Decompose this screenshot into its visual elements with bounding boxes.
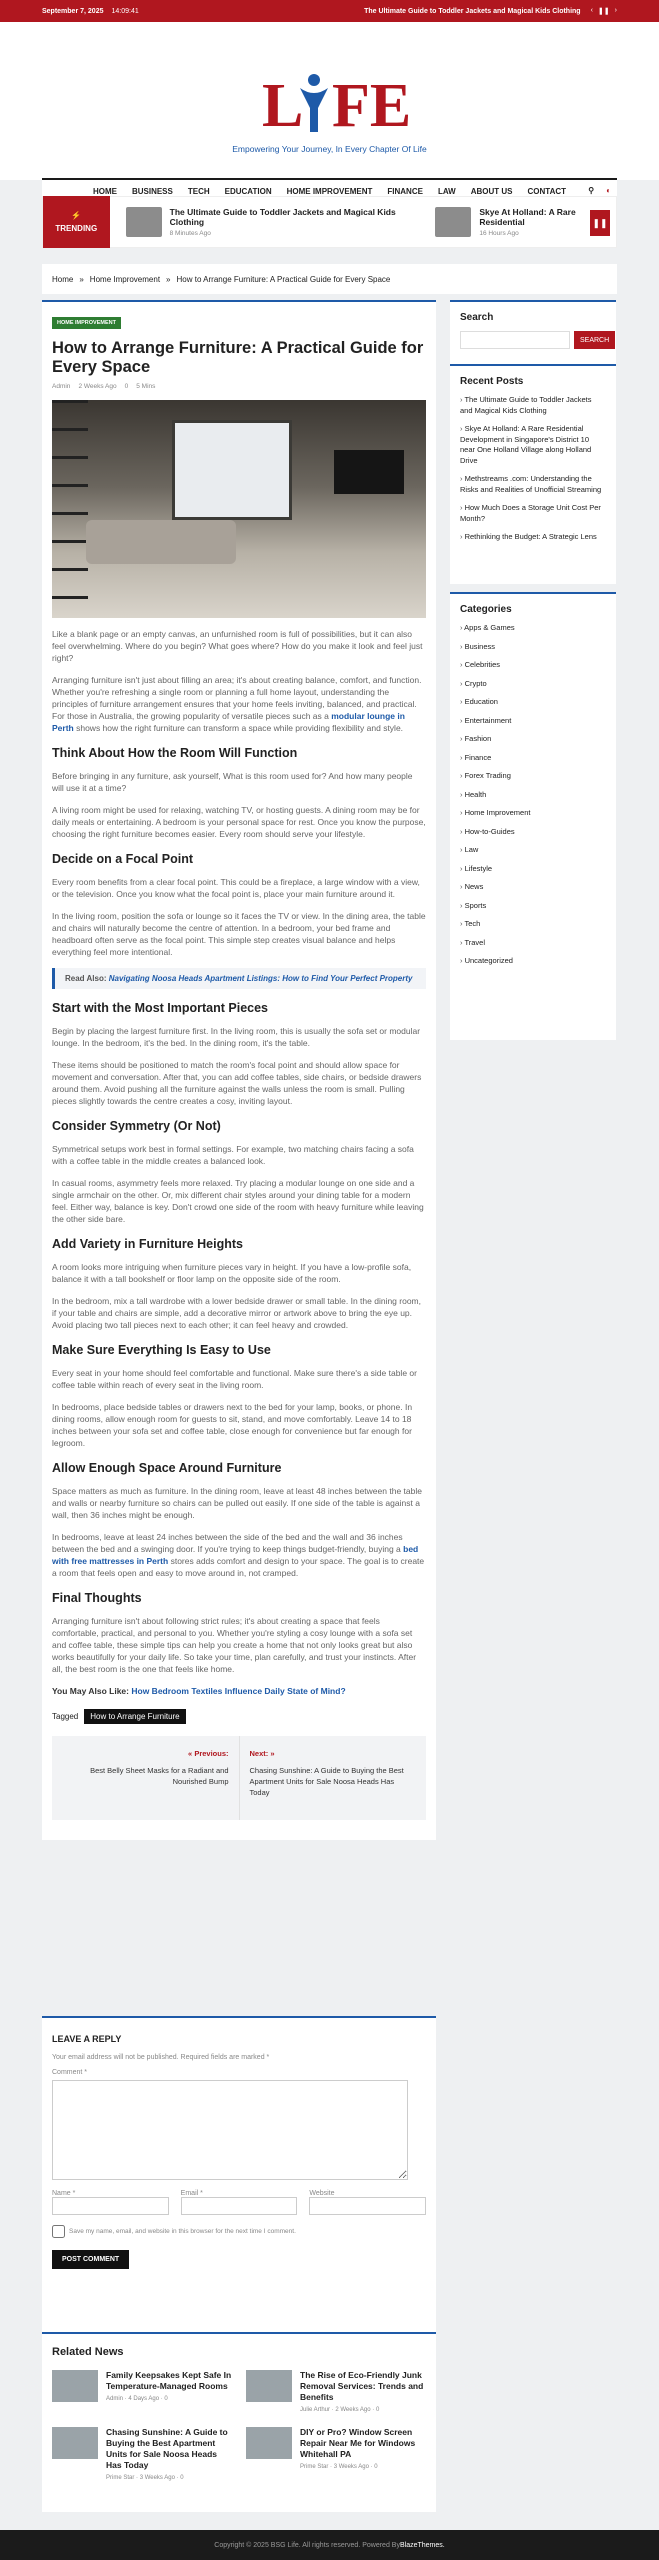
article-title: How to Arrange Furniture: A Practical Guide for Every Space — [52, 339, 424, 376]
section-heading: Think About How the Room Will Function — [52, 746, 298, 760]
category-link[interactable]: › Entertainment — [460, 716, 606, 727]
svg-text:L: L — [262, 72, 306, 140]
bolt-icon: ⚡ — [71, 211, 82, 220]
category-badge[interactable]: HOME IMPROVEMENT — [52, 317, 121, 329]
recent-post-link[interactable]: › Methstreams .com: Understanding the Risks and Realities of Unofficial Streaming — [460, 474, 606, 495]
next-post[interactable]: Next: » Chasing Sunshine: A Guide to Buying the Best Apartment Units for Sale Noosa Heads Has Today — [249, 1749, 404, 1797]
read-also-link[interactable]: Navigating Noosa Heads Apartment Listings: How to Find Your Perfect Property — [108, 974, 413, 983]
category-link[interactable]: › Uncategorized — [460, 956, 606, 967]
breadcrumb-current: How to Arrange Furniture: A Practical Guide for Every Space — [176, 274, 391, 284]
categories-widget: Categories › Apps & Games › Business › Celebrities › Crypto › Education › Entertainment › Fashion › Finance › Forex Trading › Health › Home Improvement › How-to-Guides › Law › Lifestyle › News › Sports › Tech › Travel › Uncategorized — [450, 592, 616, 1040]
nav-business[interactable]: BUSINESS — [131, 187, 173, 196]
read-time: 5 Mins — [136, 383, 156, 390]
nav-education[interactable]: EDUCATION — [224, 187, 272, 196]
pause-icon[interactable]: ❚❚ — [597, 8, 610, 15]
inline-link[interactable]: modular lounge in Perth — [52, 711, 405, 733]
section-heading: Make Sure Everything Is Easy to Use — [52, 1343, 271, 1357]
breadcrumb-category[interactable]: Home Improvement — [89, 274, 161, 284]
category-link[interactable]: › Finance — [460, 753, 606, 764]
featured-image — [52, 400, 426, 618]
site-header — [0, 22, 659, 196]
section-heading: Final Thoughts — [52, 1591, 142, 1605]
site-footer: Copyright © 2025 BSG Life. All rights reserved. Powered By BlazeThemes. — [0, 2530, 659, 2560]
category-link[interactable]: › Sports — [460, 901, 606, 912]
article-meta — [52, 383, 426, 390]
breadcrumb: Home » Home Improvement » How to Arrange Furniture: A Practical Guide for Every Space — [42, 264, 617, 294]
pause-button[interactable]: ❚❚ — [590, 210, 610, 236]
section-heading: Add Variety in Furniture Heights — [52, 1237, 243, 1251]
trending-item[interactable]: Skye At Holland: A Rare Residential 16 Hours Ago — [435, 207, 616, 237]
tag-link[interactable]: How to Arrange Furniture — [84, 1709, 185, 1724]
breadcrumb-home[interactable]: Home — [52, 274, 74, 284]
section-heading: Allow Enough Space Around Furniture — [52, 1461, 282, 1475]
recent-post-link[interactable]: › Rethinking the Budget: A Strategic Lens — [460, 532, 606, 543]
thumbnail — [126, 207, 162, 237]
section-heading: Start with the Most Important Pieces — [52, 1001, 269, 1015]
comment-textarea[interactable] — [52, 2080, 408, 2180]
nav-home[interactable]: HOME — [92, 187, 117, 196]
recent-post-link[interactable]: › Skye At Holland: A Rare Residential Development in Singapore's District 10 near One Holland Village along Holland Drive — [460, 424, 606, 466]
category-link[interactable]: › Crypto — [460, 679, 606, 690]
category-link[interactable]: › Forex Trading — [460, 771, 606, 782]
category-link[interactable]: › Home Improvement — [460, 808, 606, 819]
thumbnail — [435, 207, 471, 237]
trending-item[interactable]: The Ultimate Guide to Toddler Jackets and Magical Kids Clothing 8 Minutes Ago — [126, 207, 420, 237]
nav-home-improvement[interactable]: HOME IMPROVEMENT — [286, 187, 373, 196]
comment-form: LEAVE A REPLY Your email address will not be published. Required fields are marked * Comment * Name * Email * Website Save my name, email, and website in this browser for the next time I comment. POST COMMENT — [42, 2016, 436, 2332]
recent-posts-widget: Recent Posts › The Ultimate Guide to Toddler Jackets and Magical Kids Clothing › Skye At Holland: A Rare Residential Development in Singapore's District 10 near One Holland Village along Holland Drive › Methstreams .com: Understanding the Risks and Realities of Unofficial Streaming › How Much Does a Storage Unit Cost Per Month? › Rethinking the Budget: A Strategic Lens — [450, 364, 616, 584]
nav-tech[interactable]: TECH — [187, 187, 210, 196]
category-link[interactable]: › Business — [460, 642, 606, 653]
trending-label: ⚡ TRENDING — [43, 196, 110, 248]
post-comment-button[interactable]: POST COMMENT — [52, 2250, 129, 2269]
footer-link[interactable]: BlazeThemes. — [399, 2541, 445, 2549]
author[interactable]: Admin — [52, 383, 71, 390]
dark-mode-icon[interactable]: ◐ — [606, 186, 611, 195]
recent-post-link[interactable]: › The Ultimate Guide to Toddler Jackets and Magical Kids Clothing — [460, 395, 606, 416]
category-link[interactable]: › Apps & Games — [460, 623, 606, 634]
save-info-checkbox[interactable] — [52, 2225, 65, 2238]
site-logo[interactable] — [262, 68, 412, 140]
category-link[interactable]: › Lifestyle — [460, 864, 606, 875]
related-item[interactable]: DIY or Pro? Window Screen Repair Near Me for Windows Whitehall PA Prime Star · 3 Weeks Ago · 0 — [246, 2427, 426, 2481]
previous-post[interactable]: « Previous: Best Belly Sheet Masks for a Radiant and Nourished Bump — [52, 1736, 240, 1820]
recent-post-link[interactable]: › How Much Does a Storage Unit Cost Per Month? — [460, 503, 606, 524]
section-heading: Consider Symmetry (Or Not) — [52, 1119, 221, 1133]
tags: Tagged How to Arrange Furniture — [52, 1709, 426, 1724]
time: 14:09:41 — [111, 7, 139, 15]
prev-arrow-icon[interactable]: ‹ — [590, 7, 593, 14]
post-navigation — [52, 1736, 426, 1820]
nav-contact[interactable]: CONTACT — [527, 187, 567, 196]
post-date: 2 Weeks Ago — [78, 383, 117, 390]
category-link[interactable]: › Law — [460, 845, 606, 856]
related-item[interactable]: The Rise of Eco-Friendly Junk Removal Services: Trends and Benefits Julie Arthur · 2 Weeks Ago · 0 — [246, 2370, 426, 2413]
svg-text:FE: FE — [332, 72, 412, 140]
category-link[interactable]: › Education — [460, 697, 606, 708]
search-input[interactable] — [460, 331, 570, 349]
top-bar — [0, 0, 659, 22]
next-arrow-icon[interactable]: › — [614, 7, 617, 14]
category-link[interactable]: › Health — [460, 790, 606, 801]
article — [42, 300, 436, 1840]
may-like-link[interactable]: How Bedroom Textiles Influence Daily State of Mind? — [131, 1686, 346, 1696]
related-item[interactable]: Family Keepsakes Kept Safe In Temperature-Managed Rooms Admin · 4 Days Ago · 0 — [52, 2370, 232, 2413]
category-link[interactable]: › Celebrities — [460, 660, 606, 671]
comment-count[interactable]: 0 — [124, 383, 129, 390]
section-heading: Decide on a Focal Point — [52, 852, 193, 866]
email-field[interactable] — [181, 2197, 298, 2215]
nav-finance[interactable]: FINANCE — [387, 187, 423, 196]
category-link[interactable]: › Tech — [460, 919, 606, 930]
inline-link[interactable]: bed with free mattresses in Perth — [52, 1544, 419, 1566]
name-field[interactable] — [52, 2197, 169, 2215]
ticker-headline[interactable]: The Ultimate Guide to Toddler Jackets and Magical Kids Clothing — [364, 7, 581, 15]
search-widget: Search SEARCH — [450, 300, 616, 374]
related-item[interactable]: Chasing Sunshine: A Guide to Buying the Best Apartment Units for Sale Noosa Heads Has Today Prime Star · 3 Weeks Ago · 0 — [52, 2427, 232, 2481]
date: September 7, 2025 — [42, 7, 104, 15]
nav-about-us[interactable]: ABOUT US — [470, 187, 513, 196]
category-link[interactable]: › News — [460, 882, 606, 893]
nav-law[interactable]: LAW — [437, 187, 456, 196]
search-icon[interactable]: ⚲ — [588, 186, 595, 195]
website-field[interactable] — [309, 2197, 426, 2215]
search-button[interactable]: SEARCH — [574, 331, 615, 349]
related-news: Related News Family Keepsakes Kept Safe In Temperature-Managed Rooms Admin · 4 Days Ago · 0 The Rise of Eco-Friendly Junk Removal Services: Trends and Benefits Julie Arthur · 2 Weeks Ago · 0 Chasing Sunshine: A Guide to Buying the Best Apartment Units for Sale Noosa Heads Has Today Prime Star · 3 Weeks Ago · 0 DIY or Pro? Window Screen Repair Near Me for Windows Whitehall PA Prime Star · 3 Weeks Ago · 0 — [42, 2332, 436, 2512]
category-link[interactable]: › Fashion — [460, 734, 606, 745]
category-link[interactable]: › How-to-Guides — [460, 827, 606, 838]
category-link[interactable]: › Travel — [460, 938, 606, 949]
site-tagline: Empowering Your Journey, In Every Chapter Of Life — [232, 144, 427, 154]
read-also-box: Read Also: Navigating Noosa Heads Apartment Listings: How to Find Your Perfect Property — [52, 968, 426, 989]
trending-bar — [42, 196, 617, 248]
article-body: Like a blank page or an empty canvas, an unfurnished room is full of possibilities, but it can also feel overwhelming. Where do you begin? What goes where? How do you make it look and feel just right? Arranging furniture isn't just about filling an area; it's about creating balance, comfort, and function. Whether you're refreshing a single room or planning a full home layout, understanding the principles of furniture arrangement ensures that your home feels inviting, balanced, and practical. For those in Australia, the growing popularity of versatile pieces such as a modular lounge in Perth shows how the right furniture can transform a space while providing flexibility and style. Think About How the Room Will Function Before bringing in any furniture, ask yourself, What is this room used for? And how many people will use it at a time? A living room might be used for relaxing, watching TV, or hosting guests. A dining room may be for daily meals or entertaining. A bedroom is your personal space for rest. Once you know the purpose, choosing the right furniture becomes easier. Every room should serve your lifestyle. Decide on a Focal Point Every room benefits from a clear focal point. This could be a fireplace, a large window with a view, or the television. Once you know what the focal point is, place your main furniture around it. In the living room, position the sofa or lounge so it faces the TV or view. In the dining area, the table and chairs will naturally become the centre of attention. In a bedroom, your bed frame and headboard often serve as the focal point. This simple step creates visual balance and helps everything feel more intentional. Read Also: Navigating Noosa Heads Apartment Listings: How to Find Your Perfect Property Start with the Most Important Pieces Begin by placing the largest furniture first. In the living room, this is usually the sofa set or modular lounge. In the bedroom, it's the bed. In the dining room, it's the table. These items should be positioned to match the room's focal point and should allow space for movement and conversation. After that, you can add coffee tables, side chairs, or bedside drawers around them. Avoid pushing all the furniture against the walls unless the room is small. Pulling pieces slightly towards the centre creates a cosy, inviting layout. Consider Symmetry (Or Not) Symmetrical setups work best in formal settings. For example, two matching chairs facing a sofa with a coffee table in the middle creates a balanced look. In casual rooms, asymmetry feels more relaxed. Try placing a modular lounge on one side and a single armchair on the other. Or, mix different chair styles around your dining table for a modern feel. Either way, balance is key. Don't crowd one side of the room with heavy furniture while leaving the other side bare. Add Variety in Furniture Heights A room looks more intriguing when furniture pieces vary in height. If you have a low-profile sofa, balance it with a tall bookshelf or floor lamp on the opposite side of the room. In the bedroom, mix a tall wardrobe with a lower bedside drawer or small table. In the dining room, if your table and chairs are simple, add a decorative mirror or artwork above to bring the eye up. Avoid placing two tall pieces next to each other; it can feel heavy and crowded. Make Sure Everything Is Easy to Use Every seat in your home should feel comfortable and functional. Make sure there's a side table or coffee table within reach of every seat in the living room. In bedrooms, place bedside tables or drawers next to the bed for your lamp, books, or phone. In dining rooms, allow enough room for guests to sit, stand, and move comfortably. Leave 14 to 18 inches between your sofa set and coffee table, close enough for convenience but far enough for legroom. Allow Enough Space Around Furniture Space matters as much as furniture. In the dining room, leave at least 48 inches between the table and walls or nearby furniture so chairs can be pulled out easily. If one side of the table is against a wall, then 36 inches might be enough. In bedrooms, leave at least 24 inches between the side of the bed and the wall and 36 inches between the bed and a swinging door. If you're trying to keep things budget-friendly, buying a bed with free mattresses in Perth stores adds comfort and design to your space. The goal is to create a room that feels open and easy to move around in, not cramped. Final Thoughts Arranging furniture isn't about following strict rules; it's about creating a space that feels comfortable, practical, and personal to you. Whether you're styling a cosy lounge with a sofa set and coffee table, these simple tips can help you create a home that not only looks great but also works beautifully for your daily life. So take your time, plan carefully, and trust your instincts. After all, the best room is the one that feels like home. You May Also Like: How Bedroom Textiles Influence Daily State of Mind? — [52, 629, 426, 1696]
